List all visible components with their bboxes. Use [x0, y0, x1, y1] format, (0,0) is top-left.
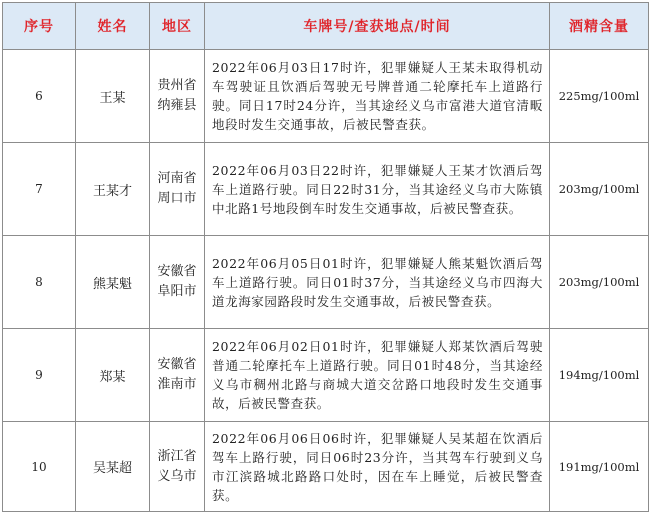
cell-index: 8 — [3, 236, 76, 329]
cell-alcohol: 225mg/100ml — [550, 50, 649, 143]
cell-index: 9 — [3, 329, 76, 422]
drunk-driving-table — [2, 2, 649, 512]
header-alcohol: 酒精含量 — [550, 3, 649, 50]
cell-index: 6 — [3, 50, 76, 143]
table-row — [3, 143, 649, 236]
header-index: 序号 — [3, 3, 76, 50]
table-header-row — [3, 3, 649, 50]
cell-alcohol: 203mg/100ml — [550, 143, 649, 236]
cell-index: 10 — [3, 422, 76, 512]
cell-name: 吴某超 — [76, 422, 150, 512]
drunk-driving-table-container — [2, 2, 648, 513]
cell-alcohol: 203mg/100ml — [550, 236, 649, 329]
header-region: 地区 — [150, 3, 205, 50]
header-name: 姓名 — [76, 3, 150, 50]
cell-detail: 2022年06月05日01时许，犯罪嫌疑人熊某魁饮酒后驾车上道路行驶。同日01时37分，当其途经义乌市四海大道龙海家园路段时发生交通事故，后被民警查获。 — [205, 236, 550, 329]
cell-detail: 2022年06月02日01时许，犯罪嫌疑人郑某饮酒后驾驶普通二轮摩托车上道路行驶。同日01时48分，当其途经义乌市稠州北路与商城大道交岔路口地段时发生交通事故，后被民警查获。 — [205, 329, 550, 422]
table-row — [3, 422, 649, 512]
cell-name: 王某才 — [76, 143, 150, 236]
table-row — [3, 50, 649, 143]
cell-region: 安徽省淮南市 — [150, 329, 205, 422]
cell-region: 贵州省纳雍县 — [150, 50, 205, 143]
cell-alcohol: 191mg/100ml — [550, 422, 649, 512]
cell-alcohol: 194mg/100ml — [550, 329, 649, 422]
cell-name: 王某 — [76, 50, 150, 143]
cell-region: 浙江省义乌市 — [150, 422, 205, 512]
header-detail: 车牌号/查获地点/时间 — [205, 3, 550, 50]
cell-detail: 2022年06月06日06时许，犯罪嫌疑人吴某超在饮酒后驾车上路行驶，同日06时23分许，当其驾车行驶到义乌市江滨路城北路路口处时，因在车上睡觉，后被民警查获。 — [205, 422, 550, 512]
cell-region: 安徽省阜阳市 — [150, 236, 205, 329]
cell-region: 河南省周口市 — [150, 143, 205, 236]
table-row — [3, 236, 649, 329]
cell-detail: 2022年06月03日22时许，犯罪嫌疑人王某才饮酒后驾车上道路行驶。同日22时31分，当其途经义乌市大陈镇中北路1号地段倒车时发生交通事故，后被民警查获。 — [205, 143, 550, 236]
cell-name: 熊某魁 — [76, 236, 150, 329]
cell-name: 郑某 — [76, 329, 150, 422]
cell-index: 7 — [3, 143, 76, 236]
cell-detail: 2022年06月03日17时许，犯罪嫌疑人王某未取得机动车驾驶证且饮酒后驾驶无号牌普通二轮摩托车上道路行驶。同日17时24分许，当其途经义乌市富港大道官清畈地段时发生交通事故，后被民警查获。 — [205, 50, 550, 143]
table-row — [3, 329, 649, 422]
